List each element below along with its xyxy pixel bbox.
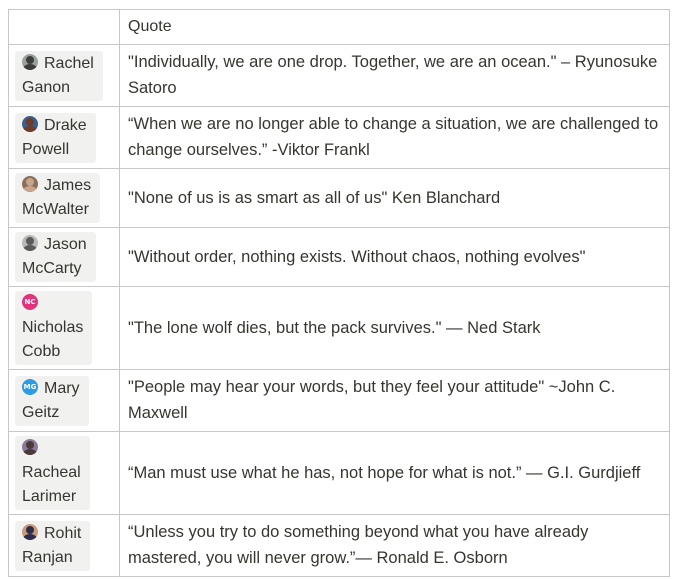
person-mention[interactable]: [15, 232, 96, 282]
person-mention[interactable]: [15, 521, 90, 571]
quote-cell[interactable]: "Individually, we are one drop. Together, we are an ocean." – Ryunosuke Satoro: [120, 45, 670, 107]
quote-cell[interactable]: "People may hear your words, but they feel your attitude" ~John C. Maxwell: [120, 370, 670, 432]
quotes-table-container: [8, 9, 670, 577]
person-first-name: Rachel: [44, 54, 94, 72]
person-first-name: Jason: [44, 236, 87, 253]
avatar-icon: MG: [22, 379, 38, 395]
person-mention[interactable]: [15, 376, 89, 426]
avatar-icon: [22, 439, 38, 455]
avatar-icon: [22, 116, 38, 132]
quote-cell[interactable]: “Man must use what he has, not hope for what is not.” — G.I. Gurdjieff: [120, 432, 670, 515]
table-row: [9, 45, 670, 107]
avatar-head: [26, 56, 34, 64]
avatar-head: [26, 526, 34, 534]
table-body: [9, 45, 670, 577]
quote-cell[interactable]: "Without order, nothing exists. Without chaos, nothing evolves": [120, 228, 670, 287]
table-row: [9, 107, 670, 169]
avatar-head: [26, 178, 34, 186]
table-row: [9, 370, 670, 432]
table-row: [9, 432, 670, 515]
avatar-head: [26, 118, 34, 126]
person-first-name: Drake: [44, 116, 87, 134]
person-first-name: Racheal: [22, 464, 81, 481]
person-mention[interactable]: [15, 291, 92, 365]
person-cell[interactable]: [9, 287, 120, 370]
column-header-quote[interactable]: Quote: [120, 10, 670, 45]
person-mention[interactable]: [15, 51, 103, 101]
avatar-head: [26, 237, 34, 245]
person-mention[interactable]: [15, 436, 90, 510]
column-header-person[interactable]: [9, 10, 120, 45]
person-last-name: McCarty: [22, 260, 82, 277]
avatar-body: [23, 64, 37, 70]
person-first-name: Nicholas: [22, 319, 84, 336]
avatar-body: [23, 186, 37, 192]
person-last-name: Ganon: [22, 78, 71, 96]
quote-cell[interactable]: “When we are no longer able to change a situation, we are challenged to change ourselves.” -Viktor Frankl: [120, 107, 670, 169]
avatar-body: [23, 245, 37, 251]
table-header-row: [9, 10, 670, 45]
table-row: [9, 169, 670, 228]
table-row: [9, 228, 670, 287]
avatar-head: [26, 441, 34, 449]
avatar-icon: [22, 235, 38, 251]
table-row: [9, 515, 670, 577]
avatar-icon: [22, 176, 38, 192]
person-last-name: Geitz: [22, 403, 60, 421]
avatar-body: [23, 534, 37, 540]
person-cell[interactable]: [9, 370, 120, 432]
person-first-name: Mary: [44, 379, 80, 397]
person-last-name: McWalter: [22, 201, 89, 218]
avatar-body: [23, 126, 37, 132]
avatar-icon: [22, 54, 38, 70]
person-last-name: Ranjan: [22, 548, 73, 566]
avatar-icon: [22, 524, 38, 540]
table-row: [9, 287, 670, 370]
avatar-icon: NC: [22, 294, 38, 310]
person-first-name: James: [44, 177, 92, 194]
quotes-table: [8, 9, 670, 577]
person-cell[interactable]: [9, 107, 120, 169]
person-first-name: Rohit: [44, 524, 82, 542]
quote-cell[interactable]: “Unless you try to do something beyond what you have already mastered, you will never grow.”— Ronald E. Osborn: [120, 515, 670, 577]
avatar-body: [23, 449, 37, 455]
person-last-name: Powell: [22, 140, 70, 158]
quote-cell[interactable]: "None of us is as smart as all of us" Ken Blanchard: [120, 169, 670, 228]
person-cell[interactable]: [9, 432, 120, 515]
person-cell[interactable]: [9, 169, 120, 228]
person-last-name: Larimer: [22, 488, 77, 505]
person-last-name: Cobb: [22, 343, 61, 360]
person-cell[interactable]: [9, 228, 120, 287]
person-cell[interactable]: [9, 515, 120, 577]
person-mention[interactable]: [15, 113, 96, 163]
person-mention[interactable]: [15, 173, 100, 223]
person-cell[interactable]: [9, 45, 120, 107]
quote-cell[interactable]: "The lone wolf dies, but the pack survives." — Ned Stark: [120, 287, 670, 370]
